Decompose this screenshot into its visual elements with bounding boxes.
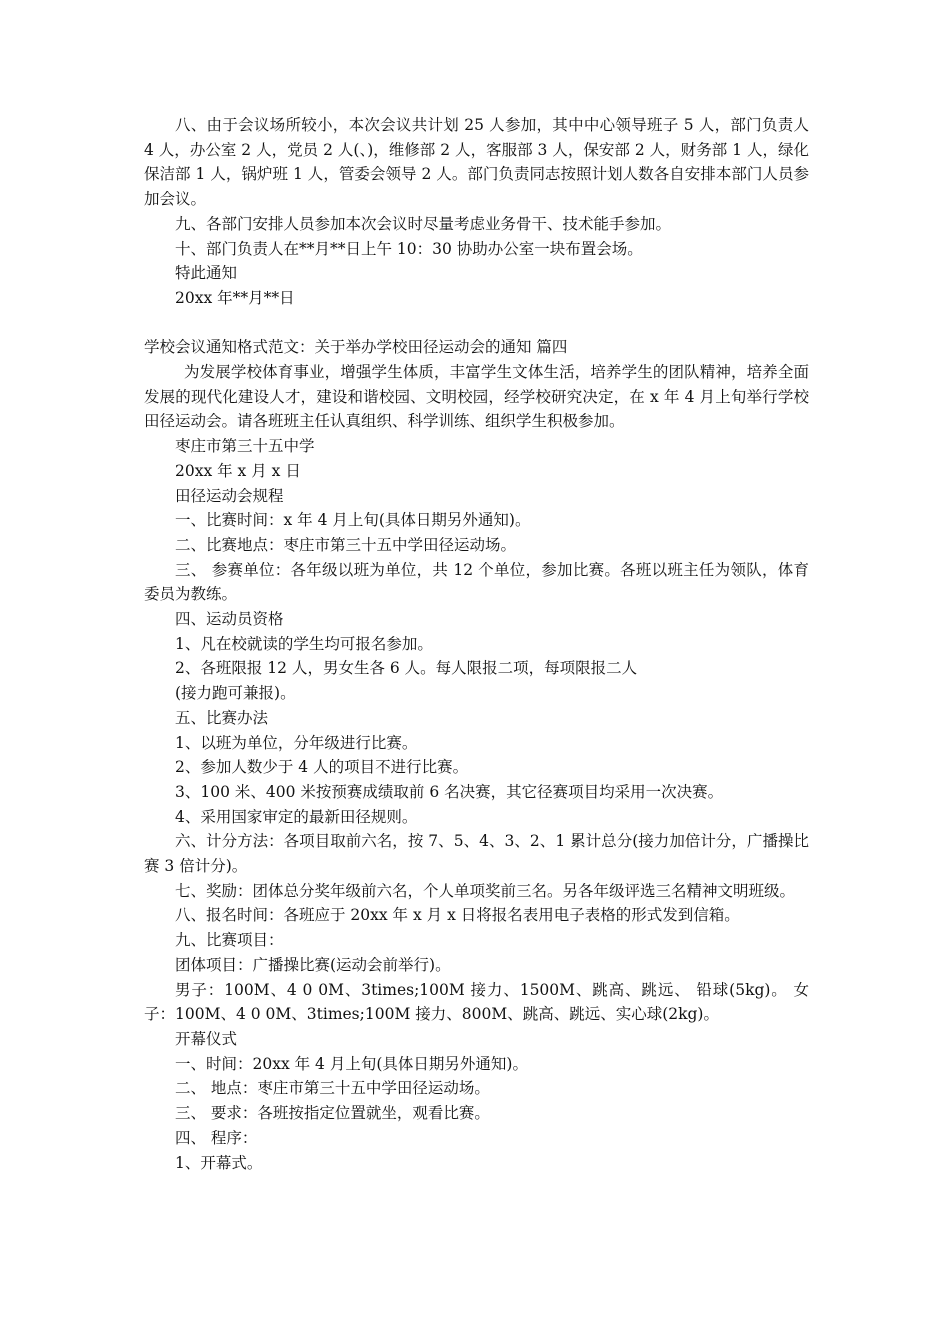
- paragraph: 1、开幕式。: [175, 1153, 263, 1172]
- paragraph: 特此通知: [175, 264, 238, 283]
- paragraph: 九、各部门安排人员参加本次会议时尽量考虑业务骨干、技术能手参加。: [175, 214, 672, 233]
- paragraph: 田径运动会规程: [175, 486, 284, 505]
- paragraph: 2、各班限报 12 人，男女生各 6 人。每人限报二项，每项限报二人: [175, 659, 638, 678]
- section-heading: 学校会议通知格式范文：关于举办学校田径运动会的通知 篇四: [144, 338, 568, 357]
- document-body: [144, 113, 809, 1175]
- paragraph: 1、凡在校就读的学生均可报名参加。: [175, 634, 433, 653]
- blank-line: [144, 311, 809, 336]
- paragraph: 20xx 年 x 月 x 日: [175, 461, 301, 480]
- paragraph: 一、比赛时间：x 年 4 月上旬(具体日期另外通知)。: [175, 511, 531, 530]
- paragraph: 为发展学校体育事业，增强学生体质，丰富学生文体生活，培养学生的团队精神，培养全面发展的现代化建设人才，建设和谐校园、文明校园，经学校研究决定，在 x 年 4 月上旬举行学校田径运动会。请各班班主任认真组织、科学训练、组织学生积极参加。: [144, 363, 809, 431]
- paragraph: 四、 程序：: [175, 1128, 258, 1147]
- paragraph: 枣庄市第三十五中学: [175, 437, 315, 456]
- paragraph: 八、由于会议场所较小，本次会议共计划 25 人参加，其中中心领导班子 5 人，部门负责人 4 人，办公室 2 人，党员 2 人(、)，维修部 2 人，客服部 3 人，保安部 2 人，财务部 1 人，绿化保洁部 1 人，锅炉班 1 人，管委会领导 2 人。部门负责同志按照计划人数各自安排本部门人员参加会议。: [144, 116, 809, 209]
- paragraph: 七、奖励：团体总分奖年级前六名，个人单项奖前三名。另各年级评选三名精神文明班级。: [175, 881, 796, 900]
- paragraph: 八、报名时间：各班应于 20xx 年 x 月 x 日将报名表用电子表格的形式发到信箱。: [175, 906, 740, 925]
- paragraph: 三、 要求：各班按指定位置就坐，观看比赛。: [175, 1104, 490, 1123]
- paragraph: 二、 地点：枣庄市第三十五中学田径运动场。: [175, 1079, 490, 1098]
- paragraph: 开幕仪式: [175, 1030, 238, 1048]
- paragraph: 五、比赛办法: [175, 708, 269, 727]
- paragraph: 2、参加人数少于 4 人的项目不进行比赛。: [175, 758, 469, 777]
- paragraph: 四、运动员资格: [175, 610, 284, 629]
- paragraph: 六、计分方法：各项目取前六名，按 7、5、4、3、2、1 累计总分(接力加倍计分，广播操比赛 3 倍计分)。: [144, 832, 809, 876]
- paragraph: 二、比赛地点：枣庄市第三十五中学田径运动场。: [175, 535, 517, 554]
- paragraph: 三、 参赛单位：各年级以班为单位，共 12 个单位，参加比赛。各班以班主任为领队，体育委员为教练。: [144, 560, 809, 604]
- paragraph: 九、比赛项目：: [175, 931, 284, 950]
- paragraph: 一、时间：20xx 年 4 月上旬(具体日期另外通知)。: [175, 1054, 528, 1073]
- paragraph: 20xx 年**月**日: [175, 288, 295, 307]
- paragraph: 1、以班为单位，分年级进行比赛。: [175, 733, 418, 752]
- paragraph: 男子：100M、4 0 0M、3times;100M 接力、1500M、跳高、跳远、 铅球(5kg)。 女子：100M、4 0 0M、3times;100M 接力、800M、跳高、跳远、实心球(2kg)。: [144, 980, 809, 1024]
- paragraph: (接力跑可兼报)。: [175, 684, 296, 703]
- paragraph: 3、100 米、400 米按预赛成绩取前 6 名决赛，其它径赛项目均采用一次决赛。: [175, 782, 724, 801]
- paragraph: 4、采用国家审定的最新田径规则。: [175, 807, 418, 826]
- paragraph: 团体项目：广播操比赛(运动会前举行)。: [175, 955, 451, 974]
- paragraph: 十、部门负责人在**月**日上午 10：30 协助办公室一块布置会场。: [175, 239, 643, 258]
